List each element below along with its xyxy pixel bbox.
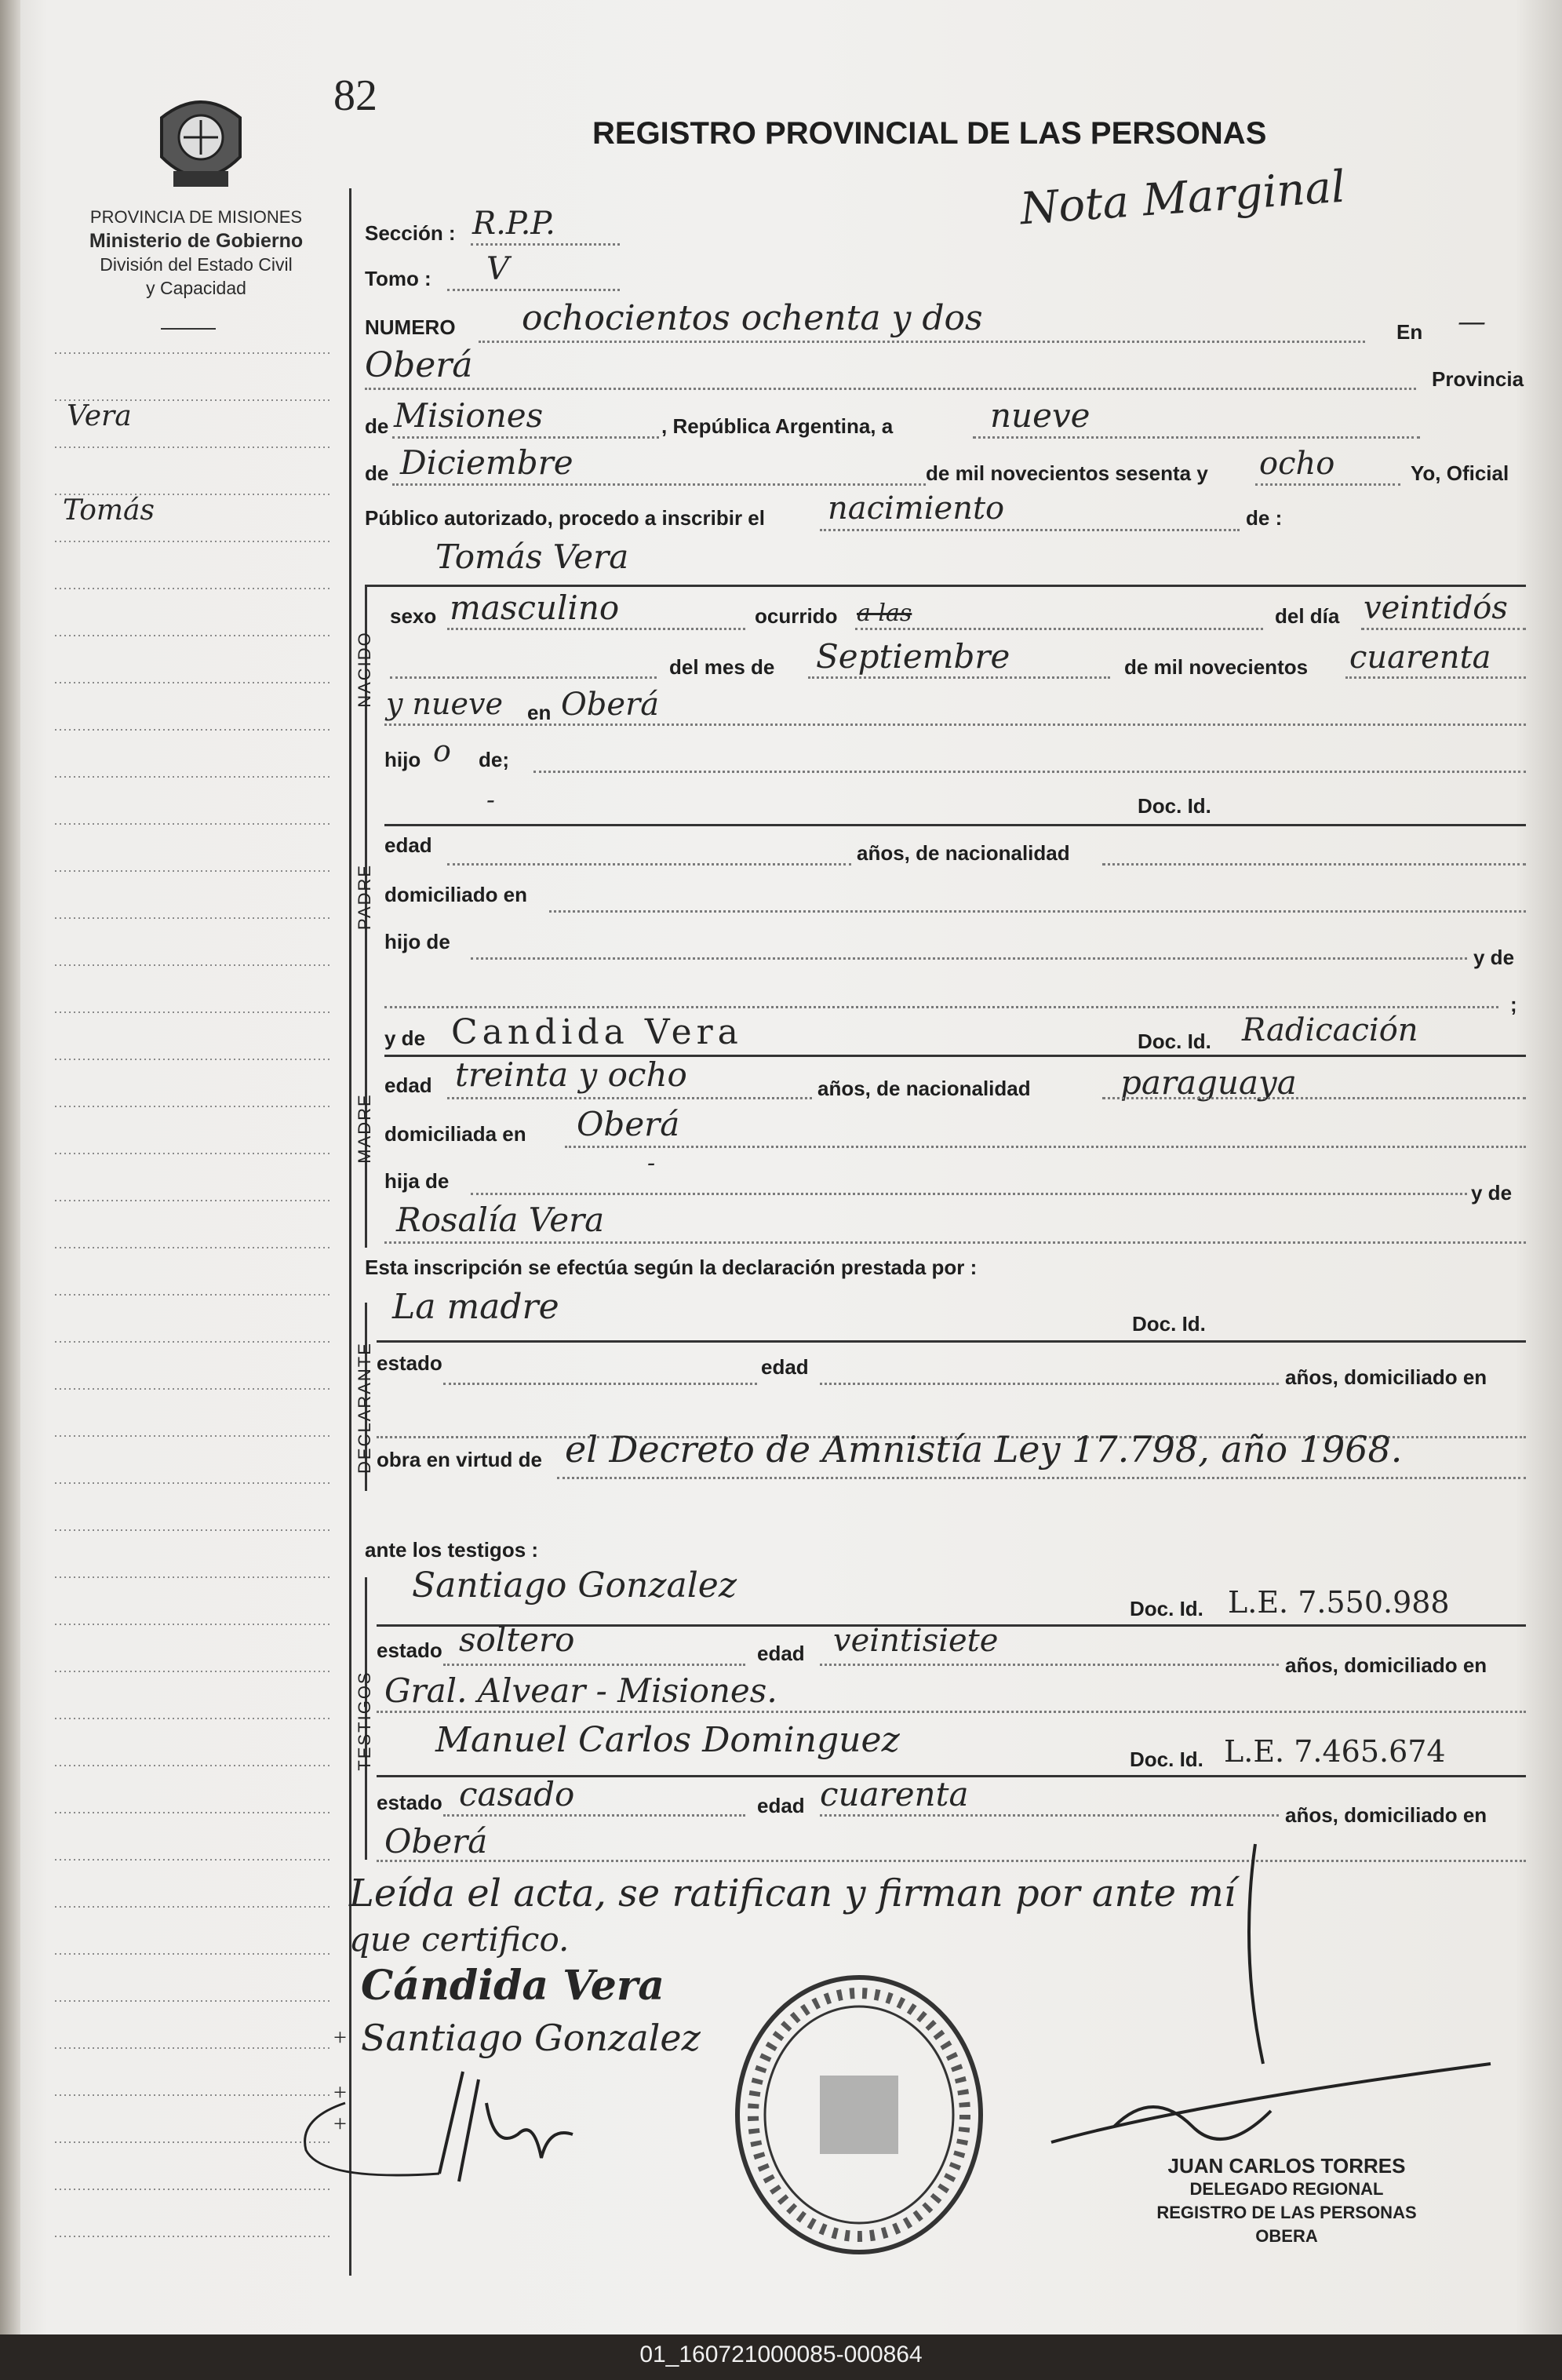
signature-witness-1: Santiago Gonzalez <box>361 2017 701 2059</box>
province-name: PROVINCIA DE MISIONES <box>89 207 303 227</box>
footer-filename: 01_160721000085-000864 <box>639 2342 923 2367</box>
label-del-mes: del mes de <box>669 655 775 679</box>
label-de: de <box>365 414 389 438</box>
signature-witness-2 <box>282 2056 690 2197</box>
official-seal-stamp <box>730 1970 989 2260</box>
document-title: REGISTRO PROVINCIAL DE LAS PERSONAS <box>592 116 1267 151</box>
provincial-coat-of-arms <box>154 86 248 196</box>
label-yo-oficial: Yo, Oficial <box>1411 461 1509 485</box>
padre-nombre-dash: - <box>486 785 495 815</box>
signature-mother: Cándida Vera <box>361 1962 664 2010</box>
label-madre-nac: años, de nacionalidad <box>817 1077 1031 1100</box>
label-declarante-edad: edad <box>761 1355 809 1379</box>
label-seccion: Sección : <box>365 221 456 245</box>
value-madre-edad: treinta y ocho <box>455 1055 687 1094</box>
label-mil-sesenta: de mil novecientos sesenta y <box>926 461 1208 485</box>
value-madre-doc: Radicación <box>1242 1012 1418 1048</box>
label-testigo2-estado: estado <box>377 1791 442 1814</box>
issuing-authority <box>47 206 345 300</box>
value-testigo2-estado: casado <box>459 1775 575 1813</box>
label-de-colon: de : <box>1246 506 1283 530</box>
value-provincia: Misiones <box>394 396 544 435</box>
label-testigo1-estado: estado <box>377 1638 442 1662</box>
ministry-name: Ministerio de Gobierno <box>89 230 304 252</box>
cross-mark-2: + <box>333 2079 347 2105</box>
label-provincia: Provincia <box>1432 367 1524 391</box>
value-anio: ocho <box>1259 446 1335 482</box>
label-padre-semicolon: ; <box>1510 993 1517 1016</box>
section-padre: PADRE <box>355 863 374 931</box>
marginal-annotation: Nota Marginal <box>1018 161 1347 235</box>
label-tomo: Tomo : <box>365 267 431 290</box>
label-en-2: en <box>527 701 552 724</box>
official-city: OBERA <box>1255 2226 1318 2246</box>
label-testigos: ante los testigos : <box>365 1538 539 1562</box>
official-name: JUAN CARLOS TORRES <box>1167 2154 1406 2178</box>
value-madre-nombre: Candida Vera <box>451 1012 743 1052</box>
label-madre-doc: Doc. Id. <box>1138 1030 1211 1053</box>
label-declaracion: Esta inscripción se efectúa según la declaración prestada por : <box>365 1256 978 1279</box>
label-padre-doc: Doc. Id. <box>1138 794 1211 818</box>
label-publico: Público autorizado, procedo a inscribir el <box>365 506 765 530</box>
label-declarante-dom: años, domiciliado en <box>1285 1365 1487 1389</box>
label-madre-y-de: y de <box>384 1026 426 1050</box>
value-sexo: masculino <box>450 589 620 627</box>
page-number: 82 <box>333 71 377 120</box>
value-numero: ochocientos ochenta y dos <box>522 298 983 338</box>
signature-flourish <box>1208 1836 1302 2072</box>
value-dia-nac: veintidós <box>1364 590 1508 626</box>
label-de-semi: de; <box>479 748 509 771</box>
value-anio-nac-2: y nueve <box>386 687 503 721</box>
label-declarante-doc: Doc. Id. <box>1132 1312 1206 1336</box>
label-madre-y-de-2: y de <box>1471 1181 1513 1205</box>
value-lugar-nac: Oberá <box>561 687 660 723</box>
value-testigo1-dom: Gral. Alvear - Misiones. <box>384 1671 777 1710</box>
value-cierre-2: que certifico. <box>349 1920 570 1959</box>
label-testigo1-edad: edad <box>757 1642 805 1665</box>
value-testigo1-edad: veintisiete <box>833 1623 999 1659</box>
label-del-dia: del día <box>1275 604 1340 628</box>
cross-mark-1: + <box>333 2025 347 2050</box>
value-madre-madre: Rosalía Vera <box>396 1201 605 1239</box>
section-declarante: DECLARANTE <box>355 1342 374 1474</box>
value-nombre: Tomás Vera <box>435 538 629 576</box>
value-acto: nacimiento <box>828 490 1005 527</box>
label-en: En <box>1396 320 1423 344</box>
value-testigo1-estado: soltero <box>459 1620 575 1659</box>
value-mes: Diciembre <box>400 443 573 482</box>
label-padre-edad: edad <box>384 833 432 857</box>
value-cierre-1: Leída el acta, se ratifican y firman por ante mí <box>349 1872 1236 1915</box>
official-block <box>1067 2154 1506 2248</box>
value-en: — <box>1458 306 1486 338</box>
label-padre-y-de: y de <box>1473 946 1515 969</box>
label-padre-dom: domiciliado en <box>384 883 528 906</box>
value-mes-nac: Septiembre <box>816 637 1010 676</box>
value-declarante: La madre <box>392 1287 559 1327</box>
label-sexo: sexo <box>390 604 437 628</box>
official-office: REGISTRO DE LAS PERSONAS <box>1156 2203 1417 2222</box>
cross-mark-3: + <box>333 2111 347 2137</box>
label-de-2: de <box>365 461 389 485</box>
value-testigo2: Manuel Carlos Dominguez <box>435 1720 900 1760</box>
value-hijo-o: o <box>433 734 451 768</box>
label-padre-nac: años, de nacionalidad <box>857 841 1070 865</box>
division-capacity: y Capacidad <box>146 278 246 298</box>
value-tomo: V <box>486 251 509 287</box>
value-seccion: R.P.P. <box>472 206 555 242</box>
value-obra: el Decreto de Amnistía Ley 17.798, año 1968. <box>565 1428 1403 1471</box>
margin-surname: Vera <box>67 400 132 432</box>
section-nacido: NACIDO <box>355 631 374 708</box>
margin-ruled-lines <box>47 345 337 2276</box>
label-ocurrido: ocurrido <box>755 604 838 628</box>
value-madre-nac: paraguaya <box>1120 1063 1297 1102</box>
book-binding <box>0 0 20 2334</box>
margin-divider <box>349 188 351 2276</box>
label-obra: obra en virtud de <box>377 1448 542 1471</box>
value-testigo2-edad: cuarenta <box>820 1775 969 1813</box>
value-a-las: a las <box>857 600 912 627</box>
value-lugar: Oberá <box>365 345 473 385</box>
label-testigo1-dom: años, domiciliado en <box>1285 1653 1487 1677</box>
label-testigo2-doc: Doc. Id. <box>1130 1748 1203 1771</box>
label-madre-hija-de: hija de <box>384 1169 450 1193</box>
value-anio-nac-1: cuarenta <box>1349 640 1491 676</box>
label-testigo2-edad: edad <box>757 1794 805 1817</box>
value-dia: nueve <box>990 396 1090 435</box>
value-testigo2-dom: Oberá <box>384 1822 488 1861</box>
label-mil-nov: de mil novecientos <box>1124 655 1309 679</box>
label-declarante-estado: estado <box>377 1351 442 1375</box>
madre-padre-dash: - <box>647 1150 656 1177</box>
label-republica: , República Argentina, a <box>661 414 894 438</box>
section-testigos: TESTIGOS <box>355 1671 374 1771</box>
label-madre-dom: domiciliada en <box>384 1122 526 1146</box>
official-role: DELEGADO REGIONAL <box>1189 2179 1384 2199</box>
section-madre: MADRE <box>355 1093 374 1164</box>
value-testigo1: Santiago Gonzalez <box>412 1565 737 1605</box>
margin-name: Tomás <box>63 494 155 527</box>
label-madre-edad: edad <box>384 1073 432 1097</box>
label-numero: NUMERO <box>365 315 456 339</box>
value-madre-dom: Oberá <box>577 1105 680 1143</box>
label-testigo2-dom: años, domiciliado en <box>1285 1803 1487 1827</box>
label-testigo1-doc: Doc. Id. <box>1130 1597 1203 1620</box>
division-name: División del Estado Civil <box>100 254 293 275</box>
value-testigo2-doc: L.E. 7.465.674 <box>1224 1734 1446 1769</box>
label-hijo: hijo <box>384 748 421 771</box>
value-testigo1-doc: L.E. 7.550.988 <box>1228 1585 1450 1620</box>
label-padre-hijo-de: hijo de <box>384 930 450 953</box>
